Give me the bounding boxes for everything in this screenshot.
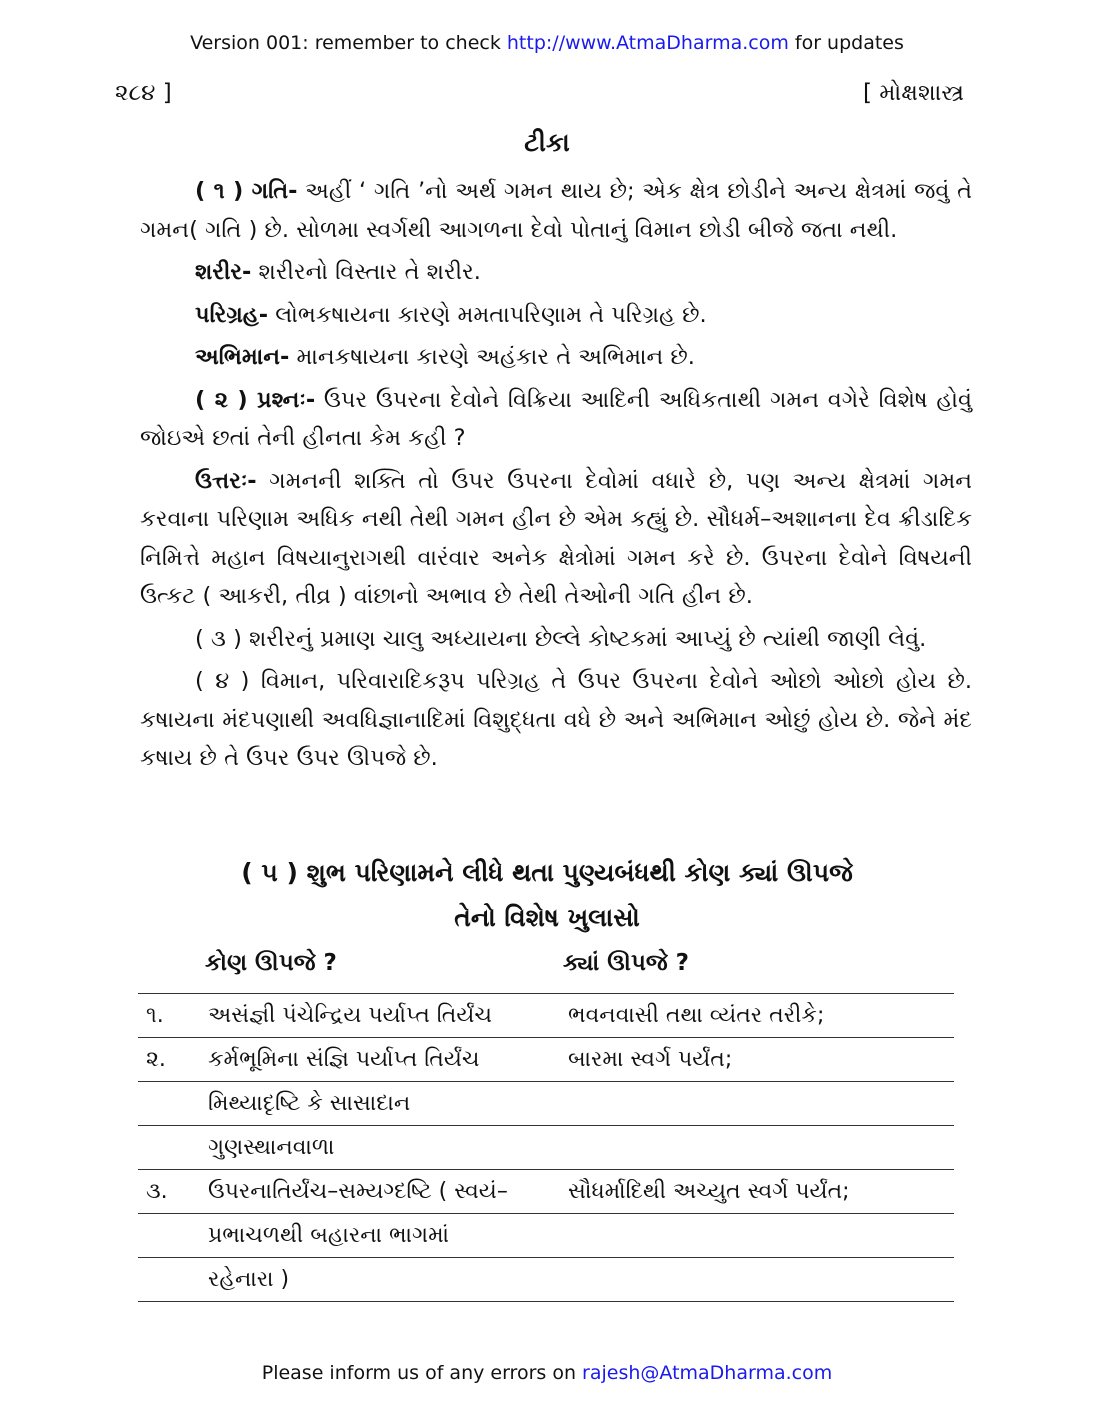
paragraph-text: ( ૩ ) શરીરનું પ્રમાણ ચાલુ અધ્યાયના છેલ્લે કોષ્ટકમાં આપ્યું છે ત્યાંથી જાણી લેવું.: [195, 625, 927, 652]
row-where: બારમા સ્વર્ગ પર્યંત;: [568, 1038, 954, 1082]
book-title: [ મોક્ષશાસ્ત્ર: [863, 80, 964, 106]
table-row: [138, 1258, 954, 1302]
paragraph-lead: પરિગ્રહ-: [195, 301, 269, 328]
table-row: [138, 1214, 954, 1258]
paragraph-text: ગમનની શક્તિ તો ઉપર ઉપરના દેવોમાં વધારે છે, પણ અન્ય ક્ષેત્રમાં ગમન કરવાના પરિણામ અધિક નથી તેથી ગમન હીન છે એમ કહ્યું છે. સૌધર્મ–અશાનના દેવ ક્રીડાદિક નિમિત્તે મહાન વિષયાનુરાગથી વારંવાર અનેક ક્ષેત્રોમાં ગમન કરે છે. ઉપરના દેવોને વિષયની ઉત્કટ ( આકરી, તીવ્ર ) વાંછાનો અભાવ છે તેથી તેઓની ગતિ હીન છે.: [140, 467, 972, 609]
error-report-prefix: Please inform us of any errors on: [261, 1362, 583, 1384]
row-where: ભવનવાસી તથા વ્યંતર તરીકે;: [568, 994, 954, 1038]
paragraph: [140, 172, 972, 249]
commentary-body: [140, 172, 972, 778]
birth-table: [138, 993, 954, 1302]
row-who: રહેનારા ): [208, 1258, 568, 1302]
paragraph-text: માનકષાયના કારણે અહંકાર તે અભિમાન છે.: [289, 344, 695, 370]
paragraph-lead: ઉત્તરઃ-: [195, 467, 257, 494]
row-number: ૧.: [138, 994, 208, 1038]
paragraph-text: અહીં ‘ ગતિ ’નો અર્થ ગમન થાય છે; એક ક્ષેત્ર છોડીને અન્ય ક્ષેત્રમાં જવું તે ગમન( ગતિ ) છે. સોળમા સ્વર્ગથી આગળના દેવો પોતાનું વિમાન છોડી બીજે જતા નથી.: [140, 178, 972, 243]
paragraph-lead: ( ૧ ) ગતિ-: [195, 178, 298, 204]
row-who: ઉપરનાતિર્યંચ–સમ્યગ્દષ્ટિ ( સ્વયં–: [208, 1170, 568, 1214]
paragraph-lead: અભિમાન-: [195, 344, 290, 370]
paragraph: [140, 662, 972, 778]
row-who: ગુણસ્થાનવાળા: [208, 1126, 568, 1170]
table-row: [138, 994, 954, 1038]
table-row: [138, 1038, 954, 1082]
website-link[interactable]: http://www.AtmaDharma.com: [506, 32, 789, 54]
table-row: [138, 1082, 954, 1126]
commentary-heading: ટીકા: [524, 128, 570, 157]
row-who: કર્મભૂમિના સંજ્ઞિ પર્યાપ્ત તિર્યંચ: [208, 1038, 568, 1082]
column-header-where: ક્યાં ઊપજે ?: [563, 950, 690, 976]
paragraph: [140, 338, 972, 377]
section-title-line1: ( ૫ ) શુભ પરિણામને લીધે થતા પુણ્યબંધથી કોણ ક્યાં ઊપજે: [241, 858, 853, 887]
row-number: [138, 1126, 208, 1170]
error-report-note: [0, 1362, 1094, 1384]
row-number: [138, 1258, 208, 1302]
row-number: ૩.: [138, 1170, 208, 1214]
row-who: મિથ્યાદૃષ્ટિ કે સાસાદાન: [208, 1082, 568, 1126]
column-header-who: કોણ ઊપજે ?: [205, 950, 337, 976]
version-note-prefix: Version 001: remember to check: [190, 32, 507, 54]
page-number: ૨૮૪ ]: [115, 80, 172, 106]
table-row: [138, 1126, 954, 1170]
paragraph: [140, 381, 972, 458]
row-where: [568, 1214, 954, 1258]
row-who: અસંજ્ઞી પંચેન્દ્રિય પર્યાપ્ત તિર્યંચ: [208, 994, 568, 1038]
version-note: [0, 32, 1094, 54]
row-number: [138, 1214, 208, 1258]
paragraph-lead: શરીર-: [195, 259, 252, 285]
row-number: [138, 1082, 208, 1126]
paragraph: [140, 253, 972, 292]
row-where: [568, 1258, 954, 1302]
paragraph-text: શરીરનો વિસ્તાર તે શરીર.: [251, 259, 481, 285]
row-where: સૌધર્માદિથી અચ્યુત સ્વર્ગ પર્યંત;: [568, 1170, 954, 1214]
paragraph: [140, 462, 972, 616]
paragraph-text: ઉપર ઉપરના દેવોને વિક્રિયા આદિની અધિકતાથી ગમન વગેરે વિશેષ હોવું જોઇએ છતાં તેની હીનતા કેમ કહી ?: [140, 386, 972, 451]
row-number: ૨.: [138, 1038, 208, 1082]
row-who: પ્રભાચળથી બહારના ભાગમાં: [208, 1214, 568, 1258]
version-note-suffix: for updates: [788, 32, 904, 54]
paragraph-text: લોભકષાયના કારણે મમતાપરિણામ તે પરિગ્રહ છે.: [268, 301, 707, 328]
row-where: [568, 1082, 954, 1126]
paragraph-text: ( ૪ ) વિમાન, પરિવારાદિકરૂપ પરિગ્રહ તે ઉપર ઉપરના દેવોને ઓછો ઓછો હોય છે. કષાયના મંદપણાથી અવધિજ્ઞાનાદિમાં વિશુદ્ધતા વધે છે અને અભિમાન ઓછું હોય છે. જેને મંદ કષાય છે તે ઉપર ઉપર ઊપજે છે.: [140, 668, 972, 771]
email-link[interactable]: rajesh@AtmaDharma.com: [582, 1362, 833, 1384]
paragraph: [140, 296, 972, 335]
table-row: [138, 1170, 954, 1214]
section-title-line2: તેનો વિશેષ ખુલાસો: [454, 903, 640, 932]
paragraph-lead: ( ૨ ) પ્રશ્નઃ-: [195, 386, 316, 413]
paragraph: [140, 620, 972, 659]
row-where: [568, 1126, 954, 1170]
